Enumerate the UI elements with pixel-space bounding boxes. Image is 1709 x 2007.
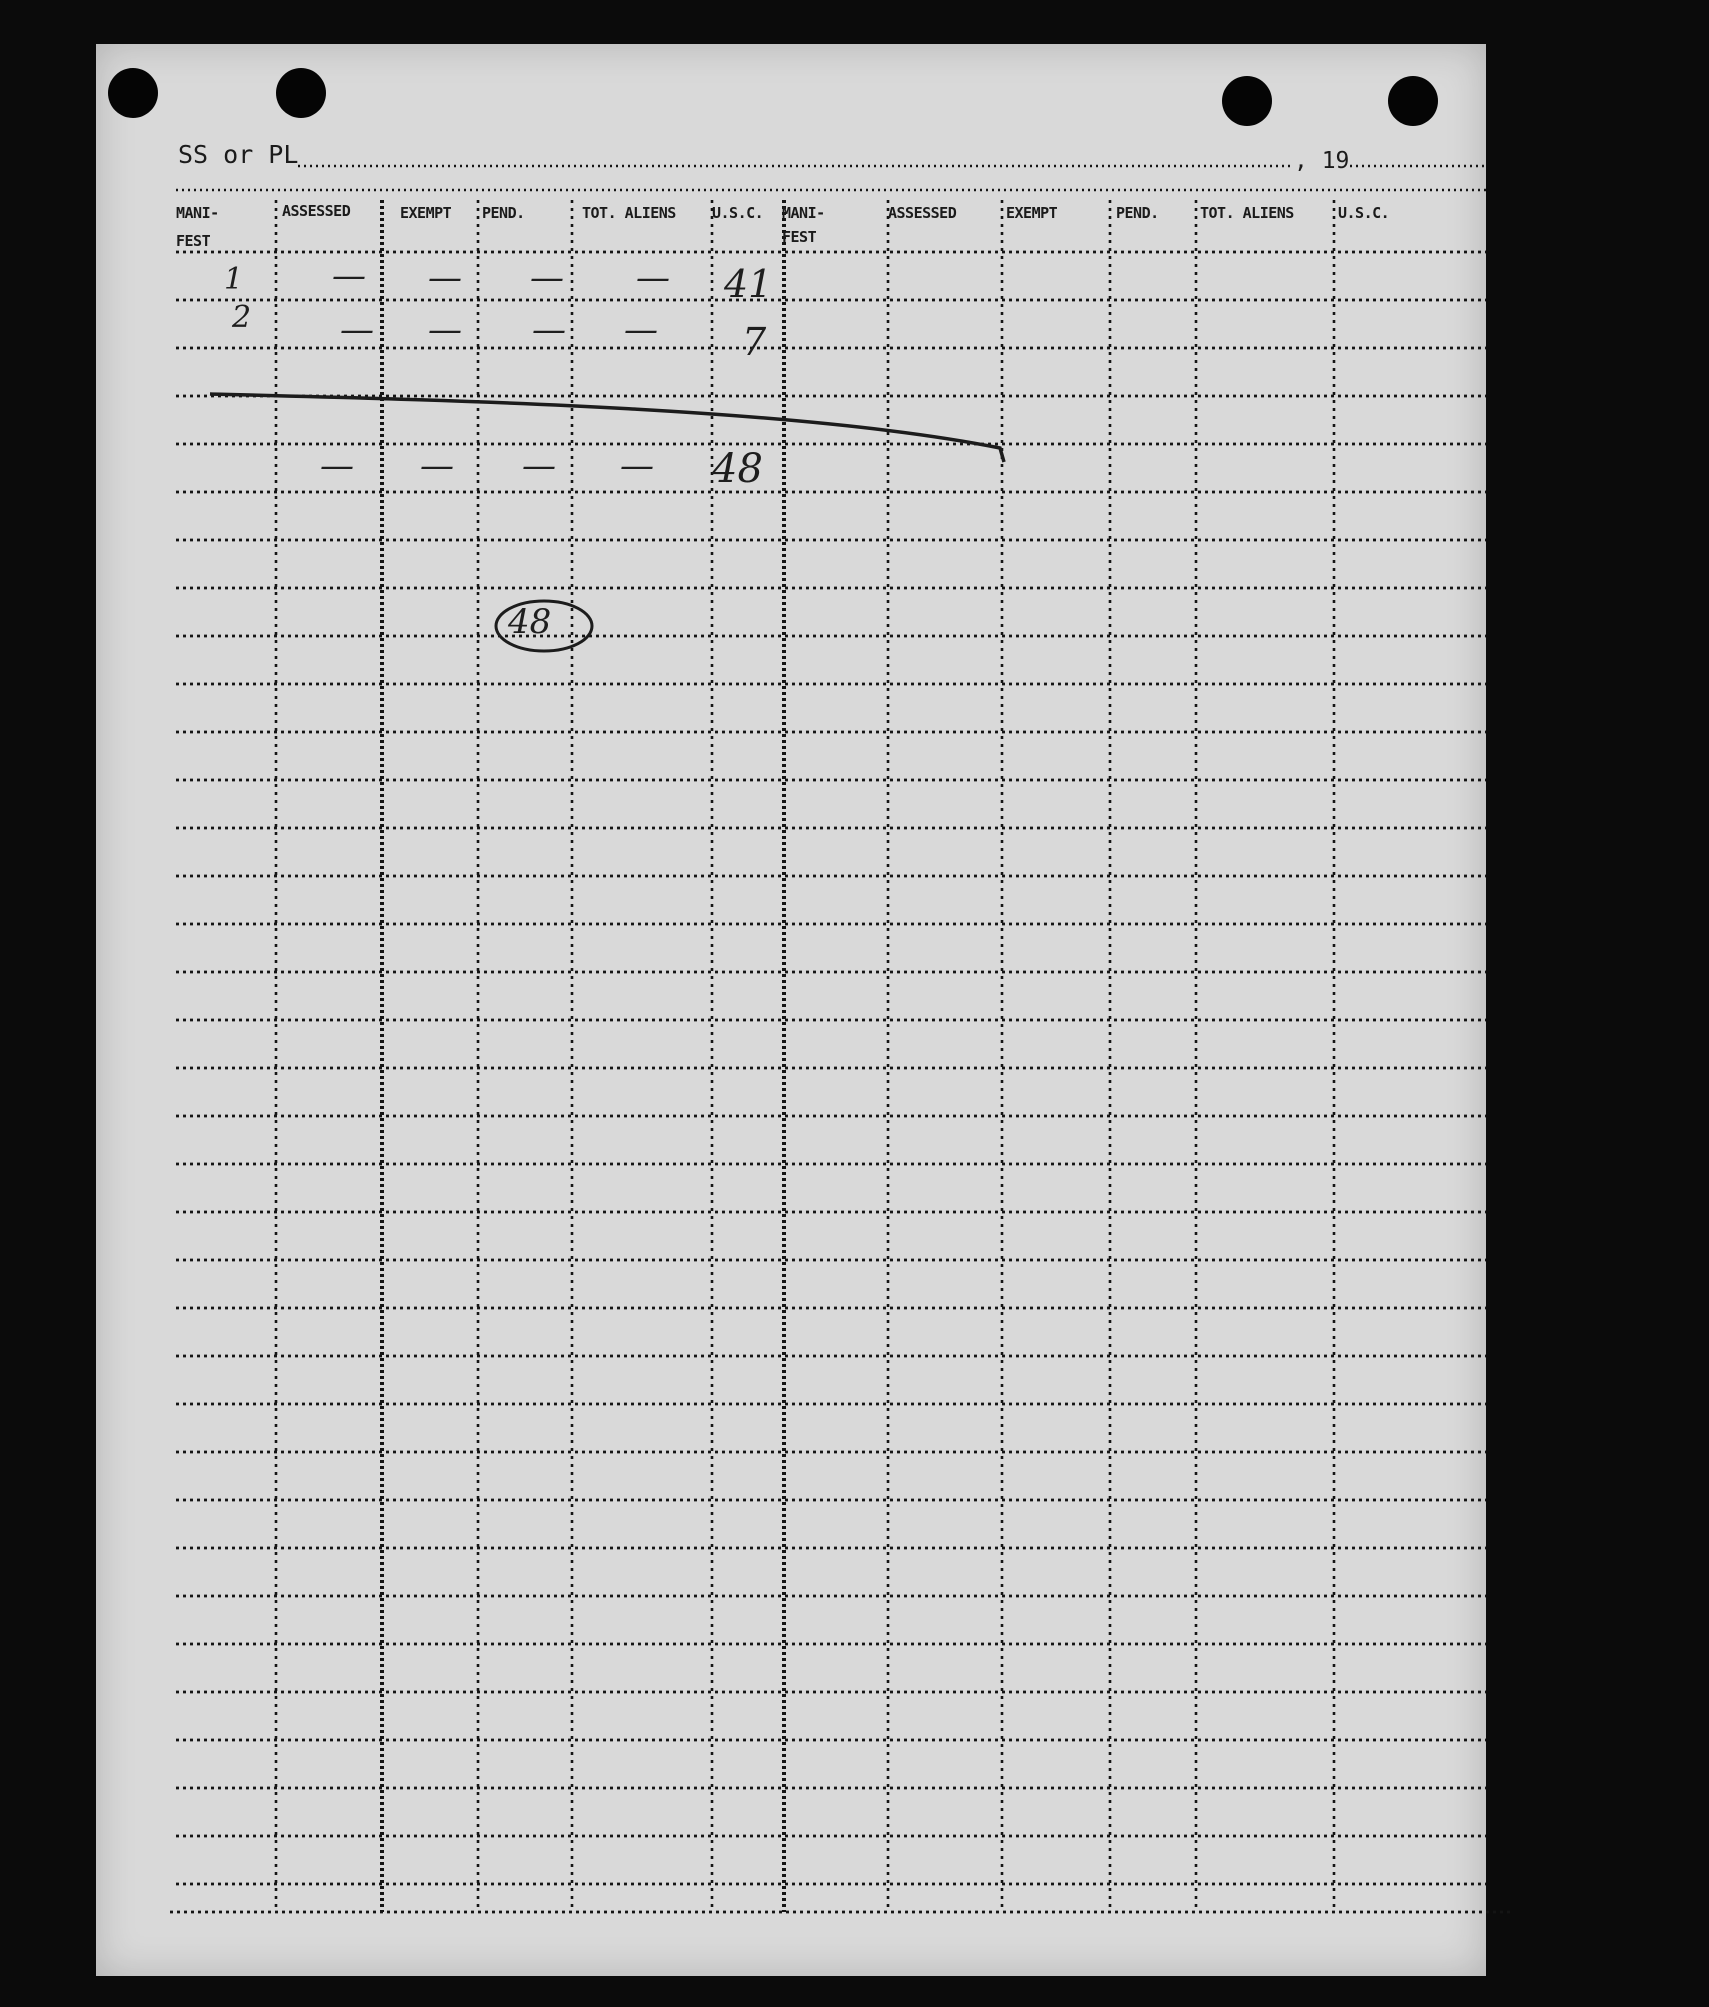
entry-1-manifest: 1: [224, 262, 244, 297]
entry-2-pend: —: [532, 310, 566, 350]
total-assessed: —: [320, 446, 354, 486]
total-exempt: —: [420, 446, 454, 486]
total-usc: 48: [712, 446, 763, 492]
right-usc-header: U.S.C.: [1338, 204, 1390, 222]
entry-2-tot-aliens: —: [624, 310, 658, 350]
entry-1-tot-aliens: —: [636, 258, 670, 298]
year-label: , 19: [1294, 148, 1350, 174]
total-pend: —: [522, 446, 556, 486]
left-usc-header: U.S.C.: [712, 204, 764, 222]
entry-2-usc: 7: [742, 320, 767, 364]
right-assessed-header: ASSESSED: [888, 204, 957, 222]
right-pend-header: PEND.: [1116, 204, 1159, 222]
entry-1-assessed: —: [332, 256, 366, 296]
left-manifest-header-line2: FEST: [176, 232, 211, 250]
left-manifest-header-line1: MANI-: [176, 204, 219, 222]
left-exempt-header: EXEMPT: [400, 204, 452, 222]
circled-total: 48: [508, 602, 552, 642]
entry-1-exempt: —: [428, 258, 462, 298]
left-assessed-header: ASSESSED: [282, 202, 351, 220]
entry-2-manifest: 2: [232, 300, 252, 335]
left-pend-header: PEND.: [482, 204, 525, 222]
vessel-label: SS or PL: [178, 140, 299, 169]
entry-2-assessed: —: [340, 310, 374, 350]
left-tot-aliens-header: TOT. ALIENS: [582, 204, 676, 222]
total-tot-aliens: —: [620, 446, 654, 486]
entry-2-exempt: —: [428, 310, 462, 350]
right-tot-aliens-header: TOT. ALIENS: [1200, 204, 1294, 222]
entry-1-pend: —: [530, 258, 564, 298]
right-manifest-header-line1: MANI-: [782, 204, 825, 222]
entry-1-usc: 41: [724, 262, 773, 306]
right-manifest-header-line2: FEST: [782, 228, 817, 246]
right-exempt-header: EXEMPT: [1006, 204, 1058, 222]
